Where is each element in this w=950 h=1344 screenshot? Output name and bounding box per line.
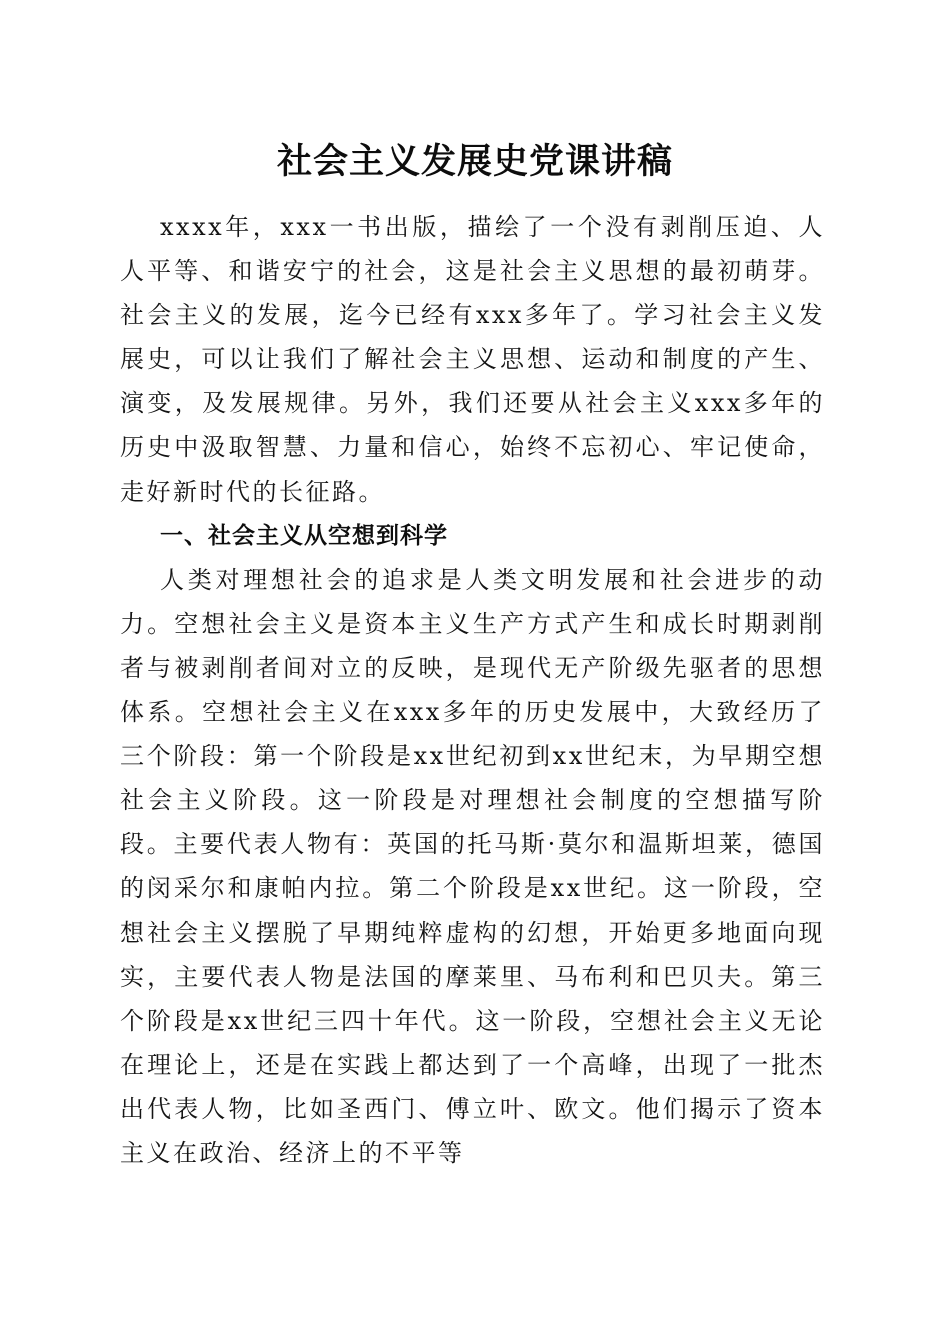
intro-paragraph: xxxx年，xxx一书出版，描绘了一个没有剥削压迫、人人平等、和谐安宁的社会，这是社会主义思想的最初萌芽。社会主义的发展，迄今已经有xxx多年了。学习社会主义发展史，可以让我们了解社会主义思想、运动和制度的产生、演变，及发展规律。另外，我们还要从社会主义xxx多年的历史中汲取智慧、力量和信心，始终不忘初心、牢记使命，走好新时代的长征路。 [120,213,825,506]
section-heading: 一、社会主义从空想到科学 [160,522,448,549]
document-body [120,205,825,1175]
document-title: 社会主义发展史党课讲稿 [276,141,673,182]
section-paragraph: 人类对理想社会的追求是人类文明发展和社会进步的动力。空想社会主义是资本主义生产方式产生和成长时期剥削者与被剥削者间对立的反映，是现代无产阶级先驱者的思想体系。空想社会主义在xxx多年的历史发展中，大致经历了三个阶段：第一个阶段是xx世纪初到xx世纪末，为早期空想社会主义阶段。这一阶段是对理想社会制度的空想描写阶段。主要代表人物有：英国的托马斯·莫尔和温斯坦莱，德国的闵采尔和康帕内拉。第二个阶段是xx世纪。这一阶段，空想社会主义摆脱了早期纯粹虚构的幻想，开始更多地面向现实，主要代表人物是法国的摩莱里、马布利和巴贝夫。第三个阶段是xx世纪三四十年代。这一阶段，空想社会主义无论在理论上，还是在实践上都达到了一个高峰，出现了一批杰出代表人物，比如圣西门、傅立叶、欧文。他们揭示了资本主义在政治、经济上的不平等 [120,565,825,1167]
